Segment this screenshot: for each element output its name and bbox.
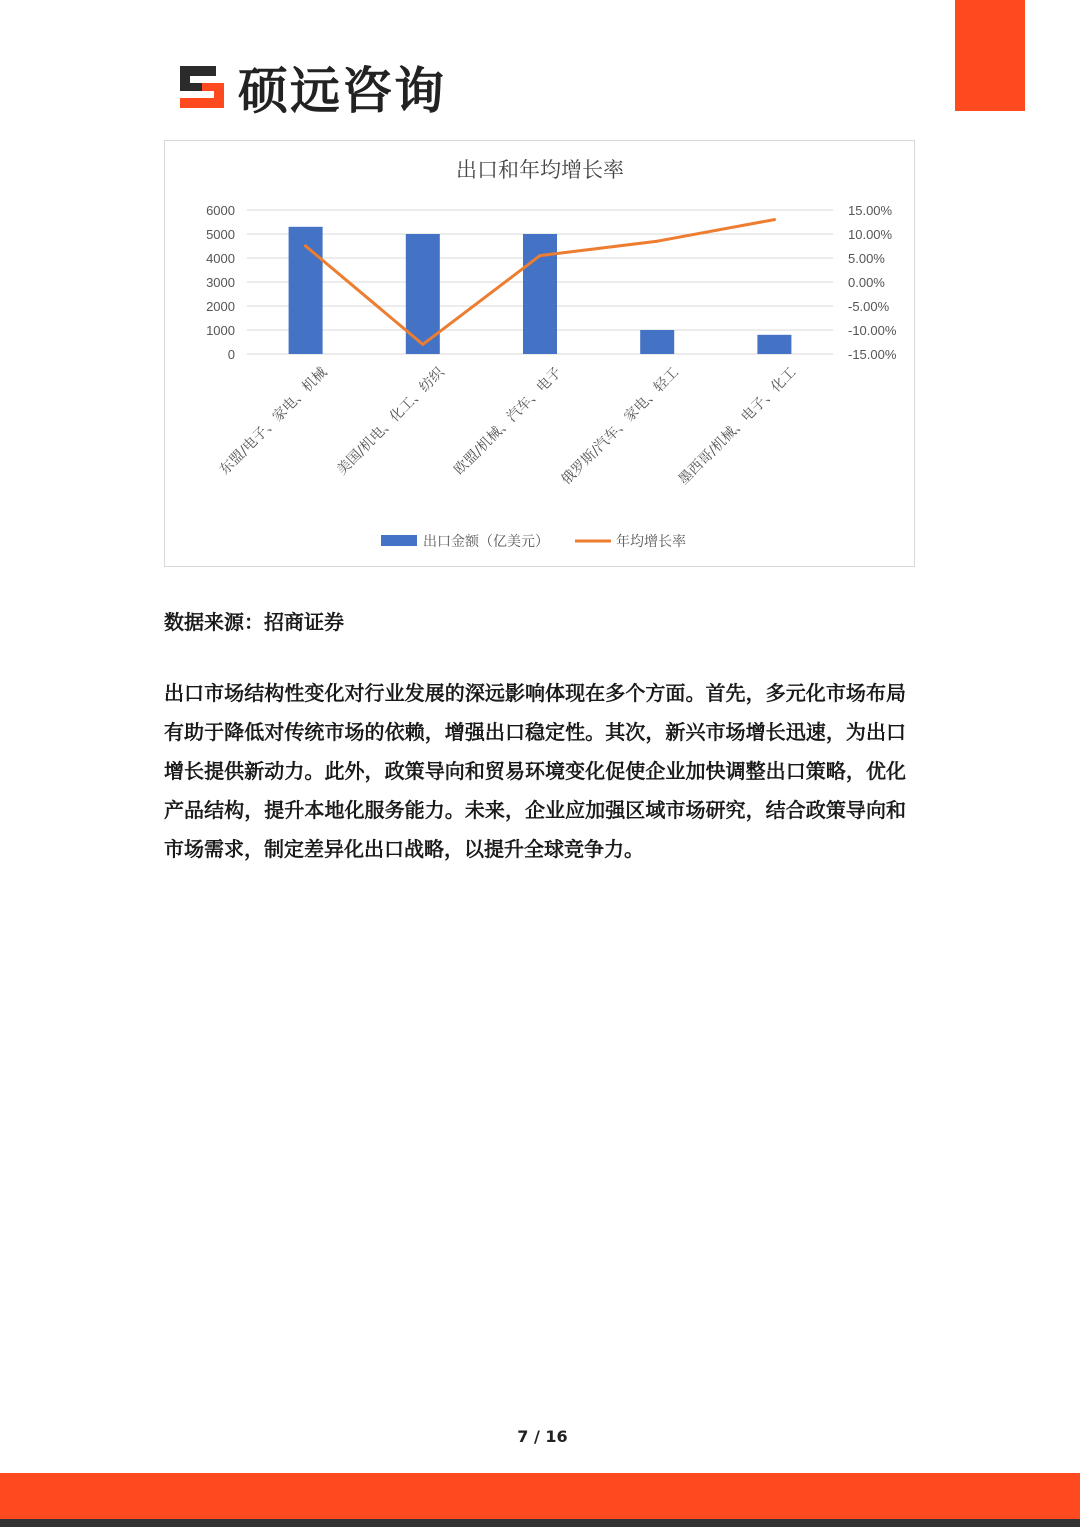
- bottom-edge: [0, 1519, 1080, 1527]
- body-paragraph: 出口市场结构性变化对行业发展的深远影响体现在多个方面。首先，多元化市场布局有助于降低对传统市场的依赖，增强出口稳定性。其次，新兴市场增长迅速，为出口增长提供新动力。此外，政策导向和贸易环境变化促使企业加快调整出口策略，优化产品结构，提升本地化服务能力。未来，企业应加强区域市场研究，结合政策导向和市场需求，制定差异化出口战略，以提升全球竞争力。: [164, 681, 906, 861]
- bottom-accent-bar: [0, 1473, 1080, 1519]
- right-tick-label: 5.00%: [848, 251, 885, 266]
- company-logo: [176, 58, 446, 120]
- category-label: 东盟/电子、家电、机械: [216, 364, 331, 479]
- right-tick-label: 10.00%: [848, 227, 893, 242]
- chart-title: 出口和年均增长率: [456, 158, 624, 182]
- legend-line-label: 年均增长率: [616, 534, 686, 550]
- right-tick-label: -15.00%: [848, 347, 897, 362]
- growth-point: [421, 343, 424, 346]
- top-accent-bar: [955, 0, 1025, 111]
- growth-point: [304, 245, 307, 248]
- category-label: 美国/机电、化工、纺织: [333, 364, 448, 479]
- bar: [757, 335, 791, 354]
- s-logo-icon: [176, 62, 228, 112]
- right-tick-label: 0.00%: [848, 275, 885, 290]
- growth-point: [656, 240, 659, 243]
- left-tick-label: 6000: [206, 203, 235, 218]
- category-label: 欧盟/机械、汽车、电子: [451, 364, 565, 479]
- left-tick-label: 1000: [206, 323, 235, 338]
- category-label: 墨西哥/机械、电子、化工: [675, 364, 800, 489]
- right-tick-label: -5.00%: [848, 299, 890, 314]
- bar: [523, 234, 557, 354]
- data-source: 数据来源：招商证券: [164, 610, 344, 634]
- category-label: 俄罗斯/汽车、家电、轻工: [558, 364, 683, 489]
- logo-text: 硕远咨询: [238, 62, 446, 120]
- right-tick-label: -10.00%: [848, 323, 897, 338]
- left-tick-label: 4000: [206, 251, 235, 266]
- growth-point: [539, 254, 542, 257]
- left-tick-label: 5000: [206, 227, 235, 242]
- growth-point: [773, 218, 776, 221]
- left-tick-label: 3000: [206, 275, 235, 290]
- page-number: 7 / 16: [517, 1427, 568, 1446]
- export-chart: [164, 140, 915, 567]
- legend-bar-swatch: [381, 535, 417, 546]
- left-tick-label: 0: [227, 347, 235, 362]
- bar: [640, 330, 674, 354]
- chart-canvas: [165, 141, 916, 568]
- legend-bar-label: 出口金额（亿美元）: [423, 534, 549, 550]
- right-tick-label: 15.00%: [848, 203, 893, 218]
- left-tick-label: 2000: [206, 299, 235, 314]
